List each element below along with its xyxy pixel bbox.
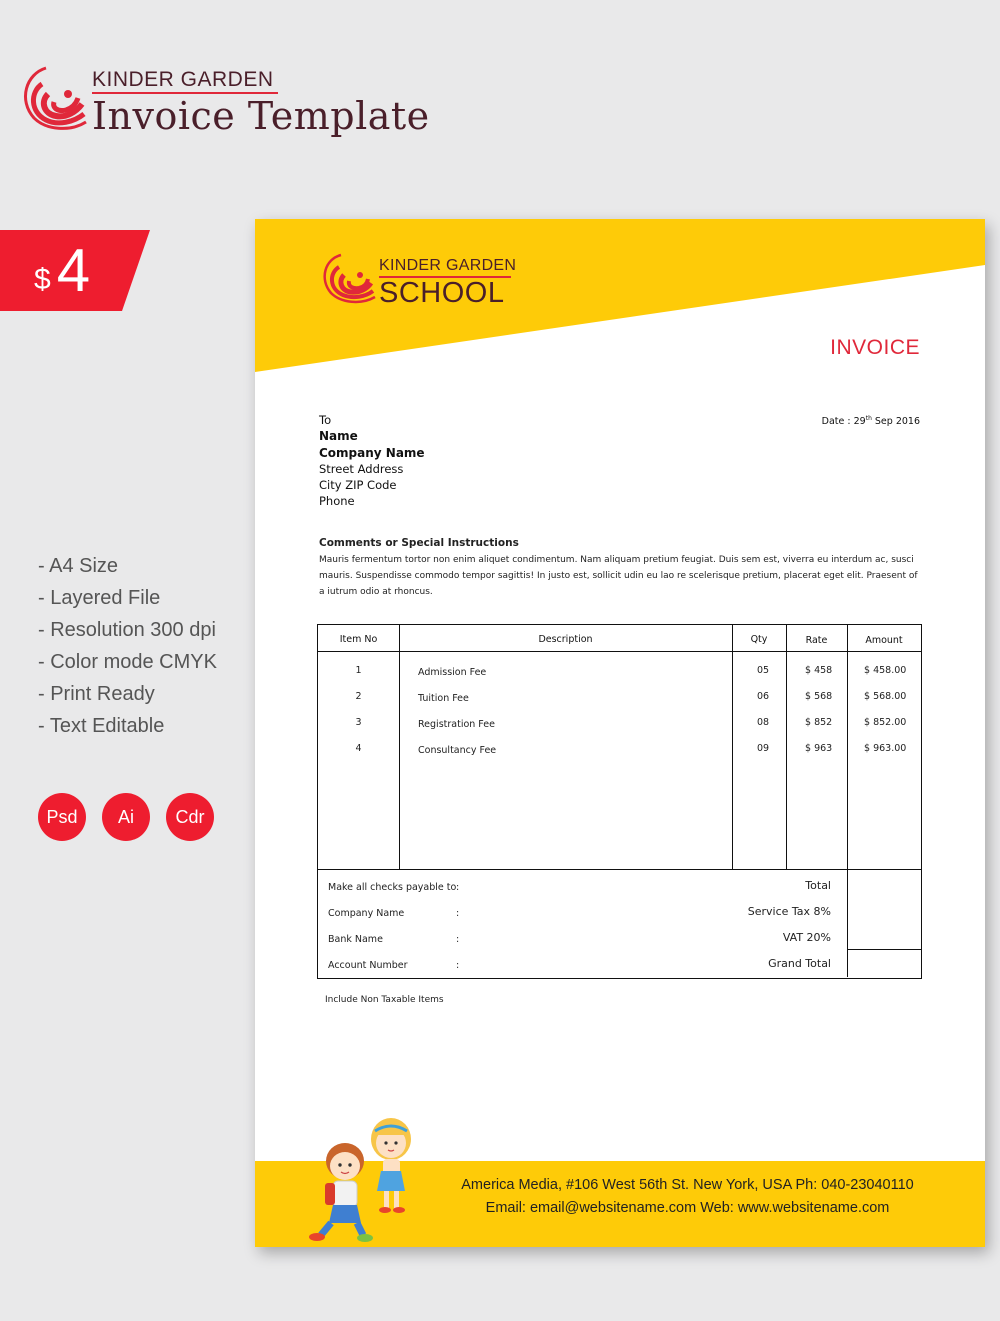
recipient-phone: Phone [319,494,355,509]
row-qty: 06 [756,691,770,702]
service-tax-label: Service Tax 8% [747,905,831,918]
header-qty: Qty [750,634,768,645]
comments-section [319,537,922,600]
date-prefix: Date : 29 [821,416,866,428]
row-amount: $ 852.00 [864,717,907,728]
row-item-no: 3 [355,717,362,728]
header-amount: Amount [865,635,903,646]
row-qty: 05 [756,665,770,676]
table-divider [318,651,921,652]
recipient-city: City ZIP Code [319,478,397,493]
payment-sep: : [456,882,460,893]
feature-item: - Resolution 300 dpi [38,619,216,641]
row-rate: $ 458 [805,665,833,676]
payment-label: Make all checks payable to [328,882,457,893]
date-month-year: Sep 2016 [871,416,920,428]
feature-item: - Color mode CMYK [38,651,217,673]
price-amount: 4 [56,237,91,304]
footer-email-web: Email: email@websitename.com Web: www.websitename.com [485,1200,890,1216]
row-rate: $ 852 [805,717,833,728]
comments-body: Mauris fermentum tortor non enim aliquet condimentum. Nam aliquam pretium feugiat. Duis sem est, viverra eu interdum ac, susci mauris. Suspendisse commodo tempor sagittis! In justo est, sollicit udin eu lao re scelerisque pretium, placerat eget elit. Praesent of a iutrum odio at rhoncus. [319,555,918,597]
footer-address: America Media, #106 West 56th St. New York, USA Ph: 040-23040110 [461,1177,914,1193]
row-amount: $ 963.00 [864,743,907,754]
row-description: Registration Fee [418,719,495,730]
recipient-block [319,412,425,510]
header-description: Description [538,634,593,645]
price-currency: $ [34,263,51,296]
feature-list [38,552,217,744]
invoice-sheet [255,219,985,1247]
invoice-date [822,415,920,427]
kids-illustration-icon [303,1109,433,1244]
row-rate: $ 963 [805,743,833,754]
row-item-no: 2 [355,691,362,702]
boy-figure [309,1143,373,1242]
header-rate: Rate [805,635,828,646]
grand-total-label: Grand Total [768,957,831,970]
table-divider [847,949,921,950]
total-label: Total [805,879,831,892]
date-suffix-sup: th [865,415,872,422]
brand-swirl-logo-icon [16,60,88,140]
recipient-company: Company Name [319,445,425,460]
school-big-title: SCHOOL [379,277,505,309]
payment-sep: : [456,960,460,971]
format-psd-badge: Psd [38,793,86,841]
girl-figure [371,1118,411,1213]
brand-big-title: Invoice Template [92,94,430,138]
vat-label: VAT 20% [782,931,831,944]
row-description: Consultancy Fee [418,745,497,756]
row-description: Admission Fee [418,667,487,678]
feature-item: - Print Ready [38,683,155,705]
row-qty: 08 [756,717,770,728]
format-ai-badge: Ai [102,793,150,841]
header-item-no: Item No [339,634,378,645]
feature-item: - Text Editable [38,715,165,737]
table-divider [318,869,921,870]
row-description: Tuition Fee [418,693,469,704]
payment-label: Company Name [328,908,405,919]
payment-label: Account Number [328,960,408,971]
payment-sep: : [456,934,460,945]
row-item-no: 4 [355,743,362,754]
feature-item: - Layered File [38,587,161,609]
row-qty: 09 [756,743,770,754]
row-rate: $ 568 [805,691,833,702]
row-item-no: 1 [355,665,362,676]
to-label: To [319,413,332,427]
format-cdr-badge: Cdr [166,793,214,841]
recipient-street: Street Address [319,461,404,476]
invoice-title: INVOICE [830,336,920,359]
feature-item: - A4 Size [38,555,119,577]
row-amount: $ 458.00 [864,665,907,676]
payment-sep: : [456,908,460,919]
invoice-table [317,624,922,979]
price-text [34,236,90,315]
footer-contact [460,1174,915,1220]
price-badge [0,230,150,311]
payment-label: Bank Name [328,934,383,945]
non-taxable-note: Include Non Taxable Items [325,995,444,1005]
table-divider [399,625,400,869]
recipient-name: Name [319,429,358,444]
brand-small-title: KINDER GARDEN [92,68,274,91]
school-swirl-logo-icon [317,249,377,309]
comments-heading: Comments or Special Instructions [319,537,519,549]
school-small-title: KINDER GARDEN [379,257,517,274]
table-divider [847,625,848,977]
format-badges [38,793,214,841]
brand-header [16,58,456,148]
row-amount: $ 568.00 [864,691,907,702]
